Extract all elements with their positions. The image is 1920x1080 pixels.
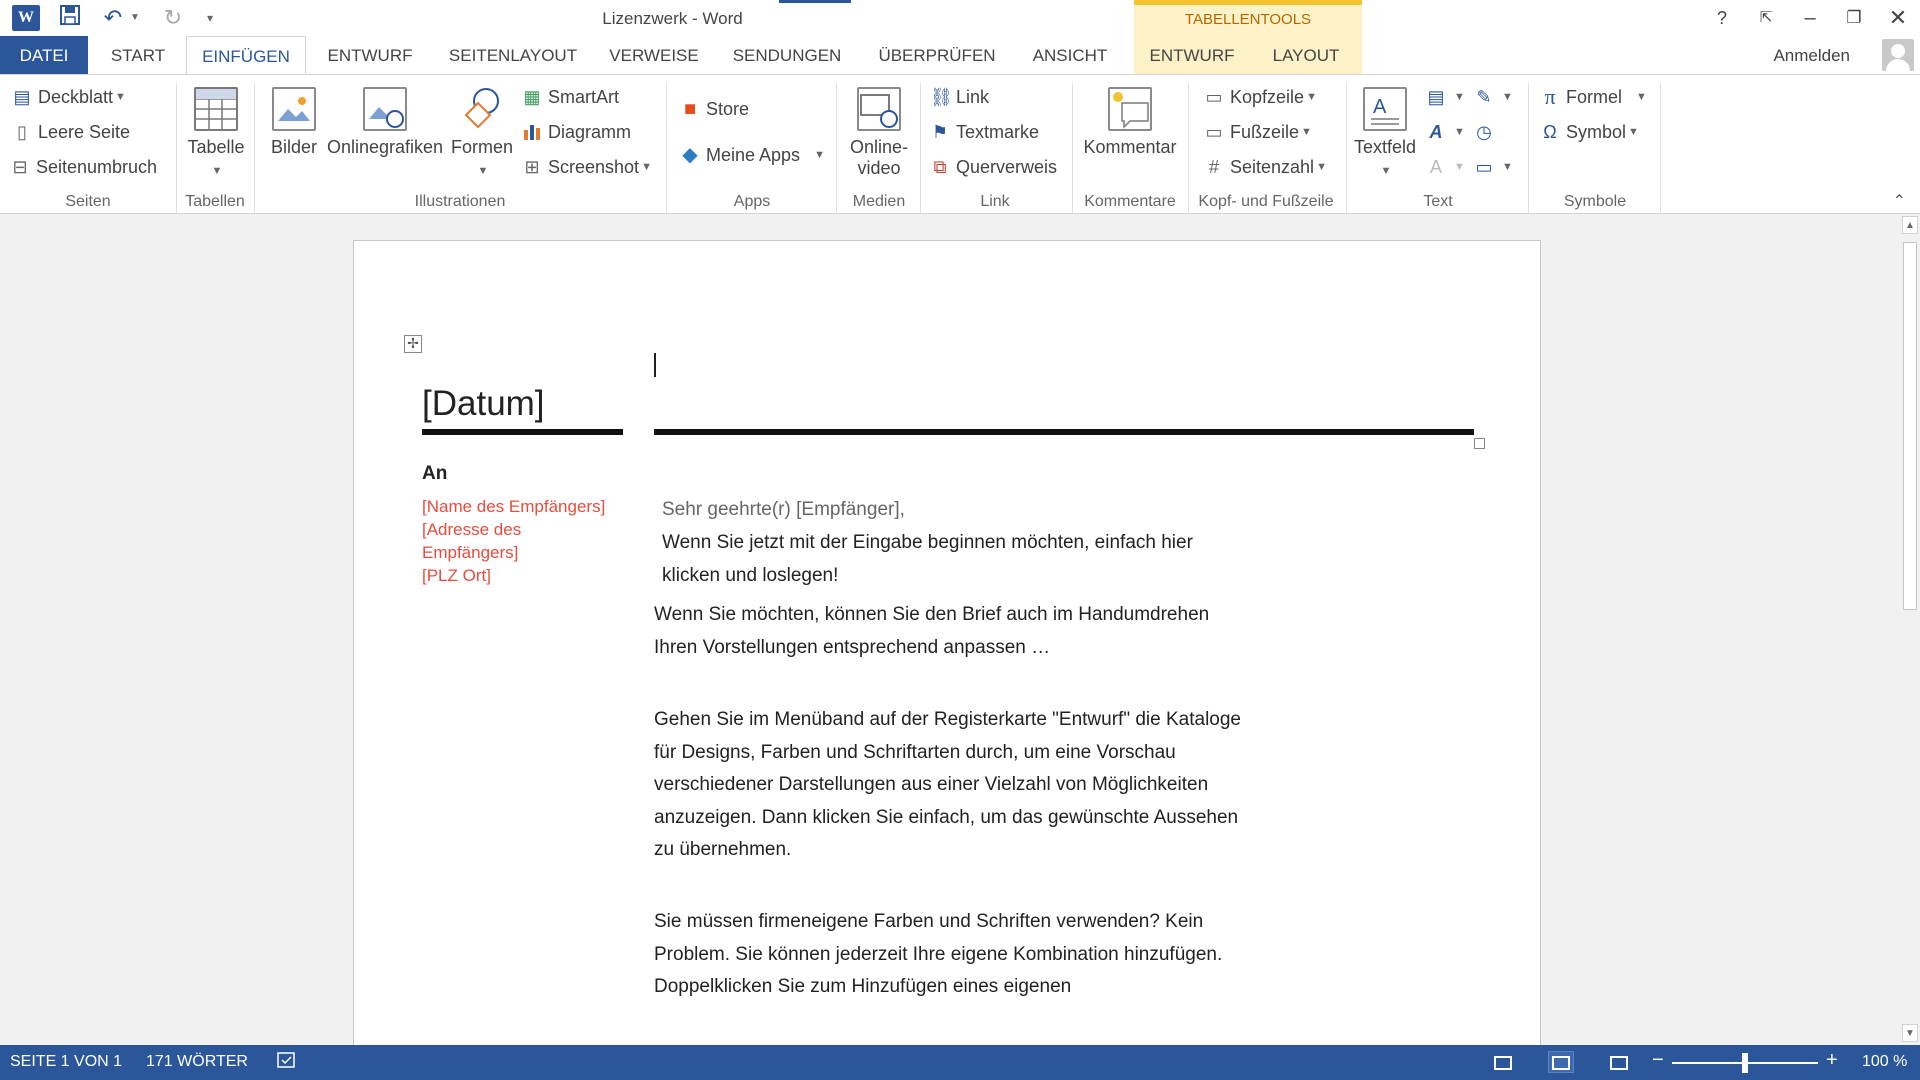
my-apps-button[interactable]: ◆ Meine Apps ▼ (680, 141, 825, 169)
symbol-button[interactable]: Ω Symbol ▼ (1540, 118, 1639, 146)
document-area (0, 214, 1900, 1045)
group-separator (1072, 83, 1073, 213)
vertical-scrollbar[interactable] (1900, 214, 1920, 1045)
group-label-tables: Tabellen (185, 193, 245, 210)
tab-file[interactable]: DATEI (0, 36, 88, 74)
chevron-down-icon: ▼ (115, 91, 126, 103)
my-apps-icon: ◆ (682, 144, 698, 166)
zoom-level[interactable]: 100 % (1862, 1053, 1908, 1070)
quick-parts-icon: ▤ (1427, 87, 1445, 107)
chevron-down-icon: ▼ (1454, 91, 1465, 103)
wordart-icon: A (1429, 122, 1443, 142)
pictures-button[interactable]: Bilder (264, 87, 324, 158)
ribbon-insert (0, 74, 1920, 214)
header-button[interactable]: ▭ Kopfzeile ▼ (1205, 86, 1317, 107)
equation-button[interactable]: π Formel ▼ (1540, 83, 1647, 111)
blank-page-icon: ▯ (17, 122, 27, 142)
store-button[interactable]: ■ Store (680, 95, 749, 123)
help-icon[interactable]: ? (1716, 8, 1727, 28)
tab-table-design[interactable]: ENTWURF (1134, 36, 1250, 74)
recipient-address[interactable]: [Adresse des (422, 520, 522, 539)
chevron-down-icon: ▼ (211, 165, 223, 177)
svg-text:A: A (1373, 96, 1387, 118)
chevron-down-icon: ▼ (1306, 91, 1317, 103)
group-label-header-footer: Kopf- und Fußzeile (1198, 193, 1334, 210)
shapes-button[interactable]: Formen ▼ (448, 87, 516, 182)
drop-cap-button[interactable] (1426, 153, 1465, 181)
wordart-button[interactable] (1426, 118, 1465, 146)
group-label-pages: Seiten (65, 193, 111, 210)
status-bar (0, 1045, 1920, 1080)
page-count[interactable]: SEITE 1 VON 1 (10, 1053, 123, 1070)
chevron-down-icon: ▼ (1502, 161, 1513, 173)
page-break-icon: ⊟ (12, 157, 28, 177)
scroll-up-icon[interactable]: ▲ (1902, 216, 1918, 234)
shapes-icon (460, 87, 504, 131)
tab-page-layout[interactable]: SEITENLAYOUT (448, 46, 578, 65)
scrollbar-thumb[interactable] (1903, 242, 1917, 610)
recipient-heading: An (422, 463, 448, 484)
cover-page-button[interactable]: ▤ Deckblatt ▼ (13, 86, 126, 107)
group-separator (1660, 83, 1661, 213)
tab-mailings[interactable]: SENDUNGEN (732, 46, 842, 65)
divider-rule (654, 429, 1474, 435)
redo-icon[interactable]: ↻ (163, 5, 183, 30)
ribbon-display-icon[interactable]: ⇱ (1759, 9, 1773, 26)
online-video-icon (857, 87, 901, 131)
group-separator (836, 83, 837, 213)
chevron-down-icon: ▼ (1380, 165, 1392, 177)
footer-button[interactable]: ▭ Fußzeile ▼ (1205, 121, 1312, 142)
minimize-icon[interactable]: – (1804, 7, 1816, 29)
chevron-down-icon: ▼ (1628, 126, 1639, 138)
chevron-down-icon: ▼ (814, 149, 825, 161)
pictures-icon (272, 87, 316, 131)
salutation[interactable]: Sehr geehrte(r) [Empfänger], (662, 499, 905, 520)
quick-parts-button[interactable] (1426, 83, 1465, 111)
zoom-in-button[interactable]: + (1826, 1049, 1838, 1071)
recipient-address[interactable]: Empfängers] (422, 543, 519, 562)
proofing-icon[interactable] (276, 1051, 298, 1076)
signin-link[interactable]: Anmelden (1773, 46, 1850, 65)
chevron-down-icon: ▼ (477, 165, 489, 177)
omega-icon: Ω (1543, 122, 1557, 142)
tab-start[interactable]: START (110, 46, 166, 65)
footer-icon: ▭ (1205, 122, 1223, 142)
online-pictures-button[interactable]: Onlinegrafiken (326, 87, 444, 158)
chevron-down-icon: ▼ (1454, 161, 1465, 173)
link-button[interactable]: ⛓ Link (930, 86, 990, 107)
body-paragraph[interactable]: Wenn Sie möchten, können Sie den Brief auch im Handumdrehen Ihren Vorstellungen entsprechend anpassen … (654, 604, 1210, 658)
group-separator (666, 83, 667, 213)
smartart-icon: ▦ (523, 87, 541, 107)
body-paragraph[interactable]: Wenn Sie jetzt mit der Eingabe beginnen möchten, einfach hier klicken und loslegen! (662, 532, 1193, 586)
textbox-icon (1363, 87, 1407, 131)
page-break-button[interactable]: ⊟ Seitenumbruch (10, 153, 157, 181)
group-separator (176, 83, 177, 213)
date-time-button[interactable] (1474, 118, 1500, 146)
web-layout-icon[interactable] (1606, 1051, 1632, 1073)
group-separator (1528, 83, 1529, 213)
cross-reference-button[interactable]: ⧉ Querverweis (930, 153, 1057, 181)
group-label-text: Text (1423, 193, 1453, 210)
restore-icon[interactable]: ❐ (1846, 8, 1862, 27)
close-icon[interactable]: ✕ (1888, 5, 1908, 30)
tab-insert[interactable]: EINFÜGEN (186, 36, 306, 75)
link-icon: ⛓ (930, 87, 953, 107)
chevron-down-icon: ▼ (1316, 161, 1327, 173)
group-separator (1346, 83, 1347, 213)
window-title: Lizenzwerk - Word (602, 9, 743, 28)
group-label-comments: Kommentare (1084, 193, 1176, 210)
comment-icon (1108, 87, 1152, 131)
title-accent-line (779, 0, 851, 3)
cross-reference-icon: ⧉ (933, 157, 947, 177)
user-avatar-icon[interactable] (1882, 39, 1914, 71)
table-resize-handle[interactable] (1474, 438, 1485, 449)
chevron-down-icon: ▼ (1454, 126, 1465, 138)
collapse-ribbon-icon[interactable]: ⌃ (1892, 193, 1906, 210)
chevron-down-icon: ▼ (1502, 91, 1513, 103)
word-app-icon[interactable]: W (12, 5, 40, 31)
print-layout-icon[interactable] (1548, 1051, 1574, 1073)
body-paragraph[interactable]: Gehen Sie im Menüband auf der Registerkarte "Entwurf" die Kataloge für Designs, Farben und Schriftarten durch, um eine Vorschau verschiedener Darstellungen aus einer Vielzahl von Möglichkeiten anzuzeigen. Dann klicken Sie einfach, um das gewünschte Aussehen zu übernehmen. (654, 709, 1241, 860)
chart-button[interactable]: Diagramm (522, 118, 631, 146)
table-move-handle-icon[interactable]: ✢ (404, 335, 422, 353)
body-paragraph[interactable]: Sie müssen firmeneigene Farben und Schriften verwenden? Kein Problem. Sie können jederzeit Ihre eigene Kombination hinzufügen. Doppelklicken Sie zum Hinzufügen eines eigenen (654, 911, 1223, 997)
zoom-out-button[interactable]: − (1652, 1049, 1664, 1071)
signature-line-button[interactable] (1474, 83, 1513, 111)
document-page[interactable] (353, 240, 1541, 1045)
smartart-button[interactable]: ▦ SmartArt (523, 86, 620, 107)
textbox-button[interactable]: A Textfeld ▼ (1350, 87, 1420, 182)
drop-cap-icon: A (1429, 157, 1442, 177)
date-placeholder[interactable]: [Datum] (422, 384, 545, 423)
bookmark-button[interactable]: ⚑ Textmarke (931, 121, 1040, 142)
tab-table-layout[interactable]: LAYOUT (1250, 36, 1362, 74)
tab-references[interactable]: VERWEISE (609, 46, 699, 65)
screenshot-button[interactable]: ⊞ Screenshot ▼ (522, 153, 652, 181)
group-label-link: Link (980, 193, 1010, 210)
table-button[interactable]: Tabelle ▼ (186, 87, 246, 182)
comment-button[interactable]: Kommentar (1080, 87, 1180, 158)
online-video-button[interactable]: Online- video (842, 87, 916, 179)
chevron-down-icon: ▼ (1636, 91, 1647, 103)
divider-rule (422, 429, 623, 435)
recipient-city[interactable]: [PLZ Ort] (422, 566, 491, 585)
screenshot-icon: ⊞ (524, 157, 540, 177)
pi-icon: π (1544, 84, 1556, 109)
table-icon (194, 87, 238, 131)
word-count[interactable]: 171 WÖRTER (146, 1053, 248, 1070)
header-icon: ▭ (1205, 87, 1223, 107)
recipient-name[interactable]: [Name des Empfängers] (422, 497, 606, 516)
signature-pen-icon: ✎ (1476, 87, 1492, 107)
group-label-apps: Apps (733, 193, 771, 210)
object-button[interactable] (1474, 153, 1513, 181)
group-label-symbols: Symbole (1563, 193, 1627, 210)
group-separator (1188, 83, 1189, 213)
cover-page-icon: ▤ (13, 87, 31, 107)
object-icon: ▭ (1475, 157, 1493, 177)
chevron-down-icon: ▼ (641, 161, 652, 173)
text-cursor (654, 353, 656, 377)
group-label-illustrations: Illustrationen (414, 193, 506, 210)
group-separator (920, 83, 921, 213)
read-mode-icon[interactable] (1490, 1051, 1516, 1073)
blank-page-button[interactable]: ▯ Leere Seite (12, 118, 130, 146)
bookmark-flag-icon: ⚑ (931, 122, 949, 142)
tab-review[interactable]: ÜBERPRÜFEN (878, 46, 996, 65)
undo-dropdown-icon[interactable]: ▼ (130, 12, 140, 23)
bar-chart-icon (522, 122, 542, 142)
online-pictures-icon (363, 87, 407, 131)
title-bar (0, 0, 1920, 36)
chevron-down-icon: ▼ (1301, 126, 1312, 138)
tabletools-header: TABELLENTOOLS (1134, 0, 1362, 36)
store-icon: ■ (683, 98, 697, 120)
zoom-slider-thumb[interactable] (1742, 1053, 1748, 1073)
tab-design[interactable]: ENTWURF (327, 46, 413, 65)
page-number-button[interactable]: # Seitenzahl ▼ (1204, 153, 1327, 181)
group-separator (254, 83, 255, 213)
group-label-media: Medien (852, 193, 906, 210)
page-number-icon: # (1208, 157, 1219, 177)
undo-icon[interactable]: ↶ (103, 5, 123, 30)
date-time-icon: ◷ (1476, 122, 1492, 142)
tab-view[interactable]: ANSICHT (1032, 46, 1108, 65)
scroll-down-icon[interactable]: ▼ (1902, 1024, 1918, 1042)
customize-qat-icon[interactable]: ▾ (206, 11, 214, 25)
ribbon-tabs (0, 36, 1920, 74)
